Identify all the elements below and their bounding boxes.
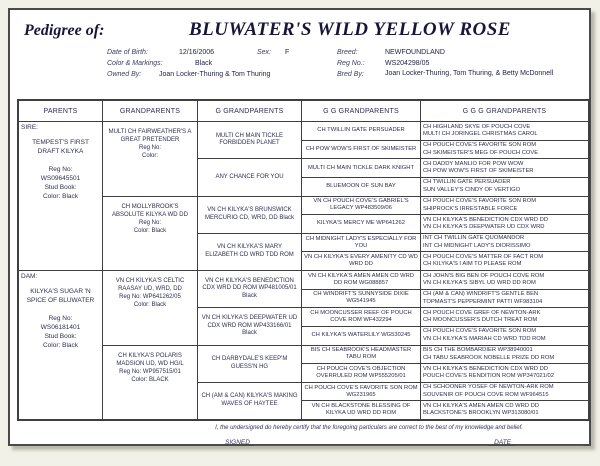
grandparent-reg: Reg No: WP957515/01 [119, 368, 181, 375]
sire-studbook-label: Stud Book: [44, 184, 77, 191]
sire-name: TEMPEST'S FIRST DRAFT KILYKA [32, 139, 89, 155]
sire-reg-label: Reg No: [48, 166, 73, 173]
ggg-grandparent-name: CH POUCH COVE'S FAVORITE SON ROM [423, 328, 537, 335]
ggg-grandparent-pair [421, 401, 588, 419]
ggg-grandparent-name: CH JOHN'S BIG BEN OF POUCH COVE ROM [423, 272, 545, 279]
color-markings-value: Black [195, 60, 213, 67]
date-label: DATE [494, 439, 511, 446]
g-grandparent-cell: VN CH KILYKA'S MARY ELIZABETH CD WRD TDD ROM [198, 234, 301, 271]
ggg-grandparent-name: CH POW WOW'S FIRST OF SKIMEISTER [423, 168, 534, 175]
grandparent-reg: Reg No: [138, 145, 161, 151]
ggg-grandparent-name: CH POUCH COVE'S MATTER OF FACT ROM [423, 253, 544, 260]
ggg-grandparent-name: POUCH COVE'S RENDITION ROM WP347021/02 [423, 373, 554, 380]
date-line [515, 438, 583, 446]
sire-reg-value: WS09645501 [40, 175, 81, 182]
gg-grandparent-cell: KILYKA'S MERCY ME WP641262 [302, 215, 420, 234]
g-grandparent-cell: VN CH KILYKA'S BENEDICTION CDX WRD DD ROM WP481005/01 Black [198, 271, 301, 308]
ggg-grandparent-name: VN CH KILYKA'S AMEN AMEN CD WRD DD [423, 402, 539, 409]
reg-no-label: Reg No.: [337, 60, 365, 67]
dam-reg-label: Reg No: [48, 315, 73, 322]
gg-grandparent-cell: CH POW WOW'S FIRST OF SKIMEISTER [302, 141, 420, 160]
grandparent-color: Color: BLACK [131, 376, 169, 383]
certification-statement: I, the undersigned do hereby certify that the foregoing particulars are correct to the best of my knowledge and belief. [215, 425, 523, 431]
ggg-grandparent-name: INT CH MIDNIGHT LADY'S DIORISSIMO [423, 242, 531, 249]
signed-label: SIGNED [225, 439, 250, 446]
column-header-g-grandparents: G GRANDPARENTS [198, 101, 301, 122]
ggg-grandparent-pair [421, 252, 588, 271]
gg-grandparent-cell: VN CH KILYKA'S EVERY AMENITY CD WD WRD DD [302, 252, 420, 271]
gg-grandparent-cell: CH POUCH COVE'S FAVORITE SON ROM WG231965 [302, 383, 420, 402]
ggg-grandparent-name: CH (AM & CAN) WINDRIFT'S GENTLE BEN [423, 291, 539, 298]
ggg-grandparent-name: BIS CH THE BOMBARDIER WP38940001 [423, 347, 533, 354]
ggg-grandparent-name: CH POUCH COVE GREF OF NEWTON-ARK [423, 309, 541, 316]
ggg-grandparent-pair [421, 197, 588, 216]
ggg-grandparent-name: CH HIGHLAND SKYE OF POUCH COVE [423, 123, 531, 130]
ggg-grandparent-pair [421, 159, 588, 178]
ggg-grandparent-pair [421, 383, 588, 402]
gg-grandparent-cell: BLUEMOON OF SUN BAY [302, 178, 420, 197]
grandparent-name: MULTI CH FAIRWEATHER'S A GREAT PRETENDER [108, 129, 192, 143]
gg-grandparent-cell: VN CH KILYKA'S AMEN AMEN CD WRD DD ROM WG088857 [302, 271, 420, 290]
gg-grandparent-cell: VN CH BLACKSTONE BLESSING OF KILYKA UD WRD DD ROM [311, 403, 411, 417]
signature-line [254, 438, 488, 446]
grandparent-name: CH KILYKA'S POLARIS MADSION UD, WD HG/L [116, 352, 184, 367]
info-row-breed [337, 47, 587, 58]
ggg-grandparent-pair [421, 234, 588, 253]
dam-reg-value: WS06181401 [40, 324, 81, 331]
g-grandparent-cell: CH DARBYDALE'S KEEP'M GUESS'N HG [198, 346, 301, 383]
ggg-grandparent-pair [421, 308, 588, 327]
grandparent-cell [103, 271, 197, 346]
ggg-grandparent-name: VN CH KILYKA'S BENEDICTION CDX WRD DD [423, 365, 549, 372]
sire-role-label: SIRE: [21, 124, 38, 131]
ggg-grandparent-name: INT CH TWILLIN GATE QUOMANDOR [423, 235, 525, 242]
sex-label: Sex: [257, 49, 272, 56]
g-grandparent-cell: VN CH KILYKA'S BRUNSWICK MERCURIO CD, WRD, DD Black [198, 197, 301, 234]
owned-by-value: Joan Locker-Thuring & Tom Thuring [159, 71, 271, 78]
parents-column [19, 101, 103, 419]
ggg-grandparent-name: SUN VALLEY'S CINDY OF VERTIGO [423, 186, 521, 193]
ggg-grandparent-name: VN CH KILYKA'S DEEPWATER UD CDX WRD [423, 224, 545, 231]
dog-info-block [107, 47, 587, 80]
dam-role-label: DAM: [21, 273, 38, 280]
ggg-grandparent-name: CH SKIMEISTER'S MEG OF POUCH COVE [423, 149, 539, 156]
ggg-grandparents-column [421, 101, 588, 419]
ggg-grandparent-pair [421, 364, 588, 383]
breed-value: NEWFOUNDLAND [385, 49, 445, 56]
gg-grandparent-cell: VN CH POUCH COVE'S GABRIEL'S LEGACY WP483509/06 [302, 197, 420, 216]
gg-grandparents-column [302, 101, 421, 419]
ggg-grandparent-pair [421, 290, 588, 309]
ggg-grandparent-name: VN CH KILYKA'S SIBYL UD WRD DD ROM [423, 280, 536, 287]
g-grandparent-cell: ANY CHANCE FOR YOU [198, 159, 301, 196]
grandparent-name: VN CH KILYKA'S CELTIC RAASAY UD, WRD, DD [115, 278, 185, 292]
g-grandparents-column [198, 101, 302, 419]
ggg-grandparent-pair [421, 327, 588, 346]
sire-cell [19, 122, 102, 271]
gg-grandparent-cell: CH TWILLIN GATE PERSUADER [302, 122, 420, 141]
dob-label: Date of Birth: [107, 49, 148, 56]
info-row-reg [337, 58, 587, 69]
grandparent-name: CH MOLLYBROOK'S ABSOLUTE KILYKA WD DD [112, 203, 188, 218]
sire-color-line: Color: Black [42, 193, 79, 200]
ggg-grandparent-name: SOUVENIR OF POUCH COVE ROM WF964515 [423, 391, 549, 398]
ggg-grandparent-name: MULTI CH JORINGEL CHRISTMAS CAROL [423, 131, 538, 138]
g-grandparent-cell: VN CH KILYKA'S DEEPWATER UD CDX WRD ROM WP433166/01 Black [198, 308, 301, 345]
g-grandparent-cell: MULTI CH MAIN TICKLE FORBIDDEN PLANET [198, 122, 301, 159]
dam-name: KILYKA'S SUGAR 'N SPICE OF BLUWATER [26, 288, 95, 304]
ggg-grandparent-name: TOPMAST'S PEPPERMINT PATTI WF983104 [423, 298, 543, 305]
gg-grandparent-cell: CH KILYKA'S WATERLILY WG530245 [302, 327, 420, 346]
ggg-grandparent-pair [421, 178, 588, 197]
bred-by-label: Bred By: [337, 71, 364, 78]
gg-grandparent-cell: CH WINDRIFT'S SUNNYSIDE DIXIE WG541945 [302, 290, 420, 309]
g-grandparent-cell: CH (AM & CAN) KILYKA'S MAKING WAVES OF HAYTEE [201, 393, 298, 407]
pedigree-table [17, 99, 590, 421]
ggg-grandparent-name: SHIPROCK'S IRRESTABLE FORCE [423, 205, 518, 212]
bred-by-value: Joan Locker-Thuring, Tom Thuring, & Betty McDonnell [385, 70, 554, 77]
breed-label: Breed: [337, 49, 358, 56]
pedigree-of-label: Pedigree of: [24, 22, 105, 39]
ggg-grandparent-name: BLACKSTONE'S BROOKLYN WP313080/01 [423, 410, 539, 417]
ggg-grandparent-name: CH MOONCUSSER'S DUTCH TREAT ROM [423, 317, 538, 324]
grandparent-reg: Reg No: [138, 219, 161, 226]
grandparent-cell [103, 346, 197, 420]
pedigree-document [8, 8, 591, 446]
grandparent-cell [103, 197, 197, 272]
sex-value: F [285, 49, 290, 56]
reg-no-value: WS204298/05 [385, 60, 430, 67]
grandparent-color: Color: [141, 153, 158, 159]
info-row-bred [337, 69, 587, 80]
ggg-grandparent-pair [421, 215, 588, 234]
grandparent-cell [103, 122, 197, 197]
ggg-grandparent-pair [421, 271, 588, 290]
gg-grandparent-cell: CH MOONCUSSER REEF OF POUCH COVE ROM WF432294 [302, 308, 420, 327]
gg-grandparent-cell: MULTI CH MAIN TICKLE DARK KNIGHT [302, 159, 420, 178]
ggg-grandparent-name: CH SCHOONER YOSEF OF NEWTON-ARK ROM [423, 384, 554, 391]
ggg-grandparent-pair [421, 122, 588, 141]
column-header-parents: PARENTS [19, 101, 102, 122]
ggg-grandparent-name: CH TABU SEABROOK NOBELLE PRIZE DD ROM [423, 354, 555, 361]
ggg-grandparent-pair [421, 346, 588, 365]
column-header-ggg-grandparents: G G G GRANDPARENTS [421, 101, 588, 122]
grandparent-color: Color: Black [133, 302, 167, 308]
ggg-grandparent-name: CH KILYKA'S I AIM TO PLEASE ROM [423, 261, 522, 268]
owned-by-label: Owned By: [107, 71, 142, 78]
ggg-grandparent-name: CH TWILLIN GATE PERSUADER [423, 179, 511, 186]
gg-grandparent-cell: CH MIDNIGHT LADY'S ESPECIALLY FOR YOU [302, 234, 420, 253]
color-markings-label: Color & Markings: [107, 60, 163, 67]
dam-color-line: Color: Black [42, 342, 79, 349]
ggg-grandparent-name: CH DADDY MANLIO FOR POW WOW [423, 160, 524, 167]
dog-info-right-group [337, 47, 587, 80]
gg-grandparent-cell: BIS CH SEABROOK'S HEADMASTER TABU ROM [302, 346, 420, 365]
ggg-grandparent-name: CH POUCH COVE'S FAVORITE SON ROM [423, 198, 537, 205]
column-header-gg-grandparents: G G GRANDPARENTS [302, 101, 420, 122]
ggg-grandparent-name: VN CH KILYKA'S BENEDICTION CDX WRD DD [423, 216, 549, 223]
ggg-grandparent-pair [421, 141, 588, 160]
column-header-grandparents: GRANDPARENTS [103, 101, 197, 122]
dog-name-title: BLUWATER'S WILD YELLOW ROSE [189, 19, 511, 40]
dob-value: 12/16/2006 [179, 49, 215, 56]
grandparents-column [103, 101, 198, 419]
dam-studbook-label: Stud Book: [44, 333, 77, 340]
grandparent-reg: Reg No: WP641262/05 [119, 294, 181, 300]
ggg-grandparent-name: CH POUCH COVE'S FAVORITE SON ROM [423, 142, 537, 149]
dam-cell [19, 271, 102, 419]
gg-grandparent-cell: CH POUCH COVE'S OBJECTION OVERRULED ROM WP555205/01 [302, 364, 420, 383]
signature-row [225, 438, 583, 446]
ggg-grandparent-name: VN CH KILYKA'S MARIAH CD WRD TDD ROM [423, 335, 546, 342]
grandparent-color: Color: Black [133, 227, 167, 234]
